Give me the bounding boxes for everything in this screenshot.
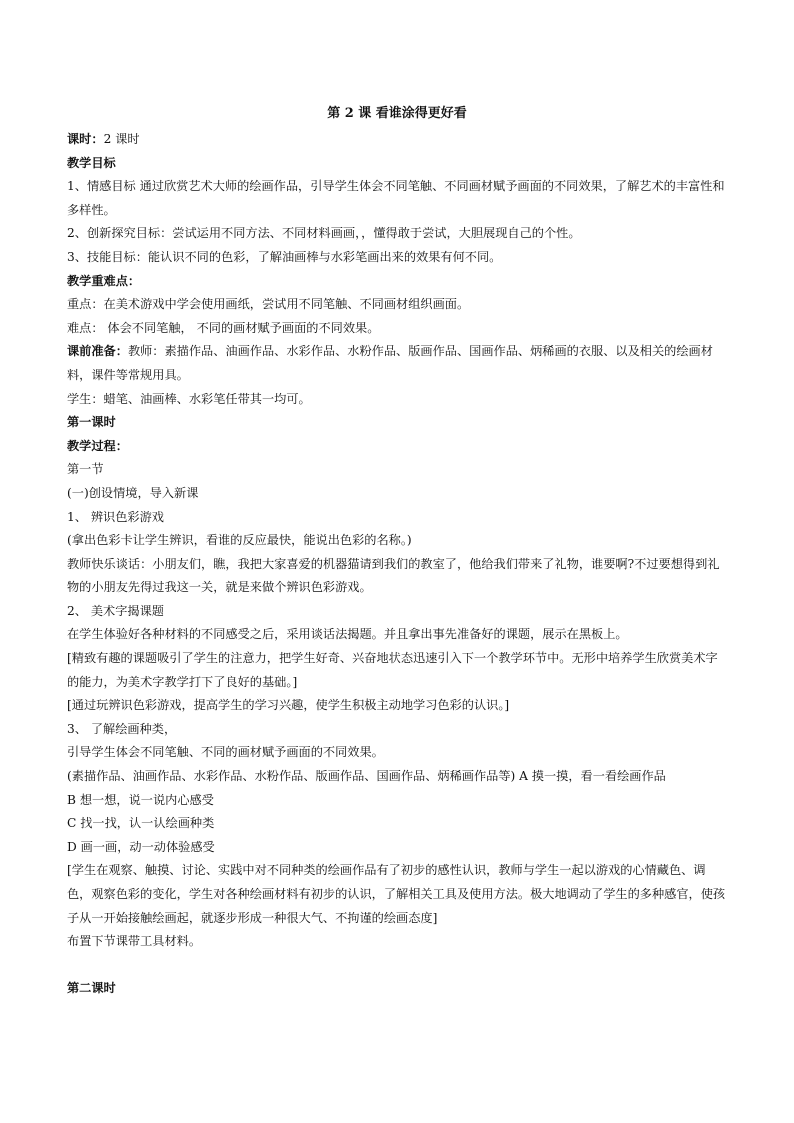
paragraph: 2、 美术字揭课题: [67, 603, 164, 618]
lesson-title: 第 2 课 看谁涂得更好看: [327, 106, 467, 121]
paragraph: C 找一找，认一认绘画种类: [67, 816, 215, 831]
paragraph: 重点：在美术游戏中学会使用画纸，尝试用不同笔触、不同画材组织画面。: [67, 297, 470, 312]
paragraph: 布置下节课带工具材料。: [67, 934, 202, 949]
paragraph: 教师快乐谈话：小朋友们，瞧，我把大家喜爱的机器猫请到我们的教室了，他给我们带来了礼物，谁要啊?不过要想得到礼物的小朋友先得过我这一关，就是来做个辨识色彩游戏。: [67, 556, 720, 595]
paragraph: 2、创新探究目标：尝试运用不同方法、不同材料画画，，懂得敢于尝试，大胆展现自己的个性。: [67, 226, 581, 241]
paragraph-text: 教师：素描作品、油画作品、水彩作品、水粉作品、版画作品、国画作品、炳稀画的衣服、以及相关的绘画材料，课件等常规用具。: [67, 344, 713, 382]
paragraph: (素描作品、油画作品、水彩作品、水粉作品、版画作品、国画作品、炳稀画作品等) A 摸一摸，看一看绘画作品: [67, 769, 666, 784]
paragraph-label: 课前准备：: [67, 344, 128, 359]
paragraph: 第一节: [67, 462, 104, 477]
paragraph: [学生在观察、触摸、讨论、实践中对不同种类的绘画作品有了初步的感性认识，教师与学生一起以游戏的心情藏色、调色，观察色彩的变化，学生对各种绘画材料有初步的认识，了解相关工具及使用方法。极大地调动了学生的多种感官，使孩子从一开始接触绘画起，就逐步形成一种很大气、不拘谨的绘画态度]: [67, 863, 726, 925]
paragraph: D 画一画，动一动体验感受: [67, 839, 215, 854]
paragraph-label: 课时：: [67, 132, 104, 146]
paragraph: [67, 128, 727, 152]
paragraph: [精致有趣的课题吸引了学生的注意力，把学生好奇、兴奋地状态迅速引入下一个教学环节中。无形中培养学生欣赏美术字的能力，为美术字教学打下了良好的基础。]: [67, 651, 718, 689]
paragraph: (拿出色彩卡让学生辨识，看谁的反应最快，能说出色彩的名称。): [67, 533, 412, 548]
section-heading: 第二课时: [67, 980, 116, 995]
paragraph: 1、 辨识色彩游戏: [67, 509, 164, 524]
document-body: [67, 128, 727, 1000]
paragraph: [67, 340, 727, 387]
paragraph: 在学生体验好各种材料的不同感受之后，采用谈话法揭题。并且拿出事先准备好的课题，展示在黑板上。: [67, 627, 628, 642]
paragraph: 3、技能目标：能认识不同的色彩，了解油画棒与水彩笔画出来的效果有何不同。: [67, 249, 502, 264]
paragraph: 难点： 体会不同笔触， 不同的画材赋予画面的不同效果。: [67, 320, 380, 335]
paragraph: B 想一想，说一说内心感受: [67, 792, 214, 807]
section-heading: 教学过程：: [67, 438, 128, 453]
section-heading: 第一课时: [67, 415, 116, 430]
section-heading: 教学重难点：: [67, 273, 141, 288]
paragraph: 引导学生体会不同笔触、不同的画材赋予画面的不同效果。: [67, 745, 384, 760]
paragraph: (一)创设情境，导入新课: [67, 485, 199, 500]
paragraph: 1、情感目标 通过欣赏艺术大师的绘画作品，引导学生体会不同笔触、不同画材赋予画面的不同效果，了解艺术的丰富性和多样性。: [67, 179, 725, 217]
paragraph-text: 2 课时: [103, 132, 140, 146]
section-heading: 教学目标: [67, 155, 116, 170]
paragraph: 3、 了解绘画种类，: [67, 721, 177, 736]
blank-line: [67, 954, 727, 977]
paragraph: 学生：蜡笔、油画棒、水彩笔任带其一均可。: [67, 391, 311, 406]
paragraph: [通过玩辨识色彩游戏，提高学生的学习兴趣，使学生积极主动地学习色彩的认识。]: [67, 698, 510, 713]
